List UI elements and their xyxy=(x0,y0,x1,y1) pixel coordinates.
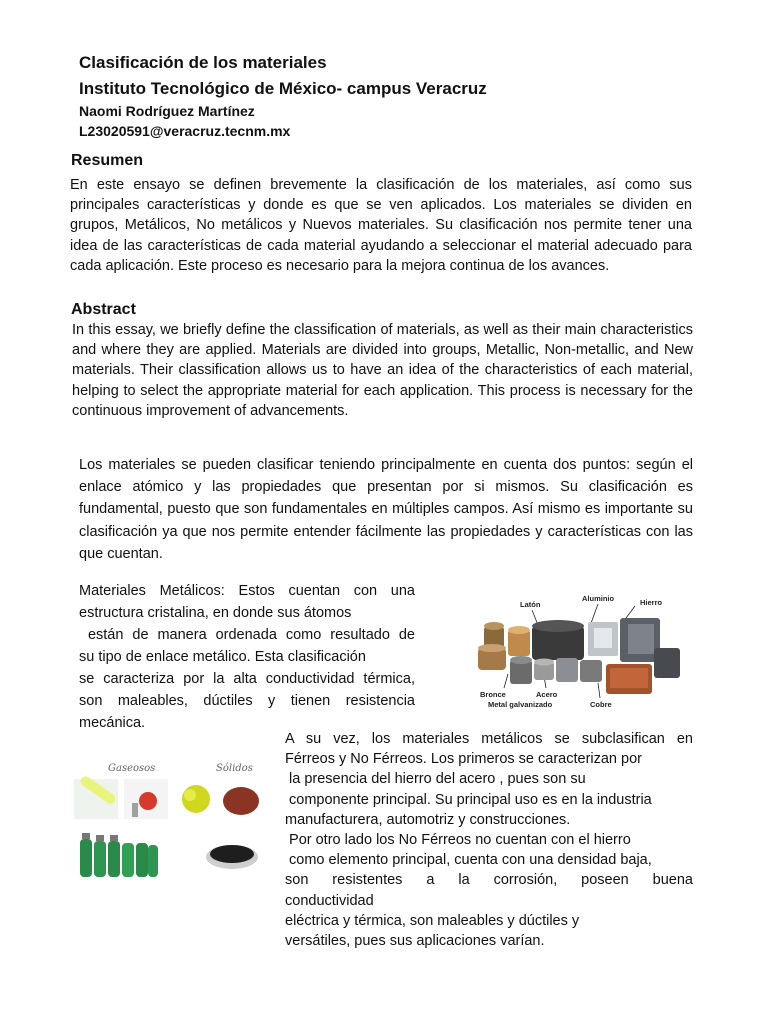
sub-line: Férreos y No Férreos. Los primeros se caracterizan por xyxy=(285,751,642,768)
resumen-heading: Resumen xyxy=(71,152,144,169)
metalicos-line: Materiales Metálicos: Estos cuentan con una xyxy=(79,583,415,599)
label-bronce: Bronce xyxy=(480,690,506,699)
metalicos-line: su tipo de enlace metálico. Esta clasificación xyxy=(79,649,366,665)
metalicos-paragraph xyxy=(79,580,415,734)
label-cobre: Cobre xyxy=(590,700,612,709)
abstract-text: In this essay, we briefly define the classification of materials, as well as their main characteristics and where they are applied. Materials are divided into groups, Metallic, Non-metallic, and New materials. Their classification allows us to have an idea of the characteristics of each material, helping to select the appropriate material for each application. This process is necessary for the continuous improvement of advancements. xyxy=(72,322,693,419)
sub-line: A su vez, los materiales metálicos se subclasifican en xyxy=(285,731,693,747)
abstract-heading: Abstract xyxy=(71,301,136,318)
sub-line: componente principal. Su principal uso es en la industria xyxy=(285,791,652,808)
metalicos-line: estructura cristalina, en donde sus átomos xyxy=(79,605,352,621)
sub-line: Por otro lado los No Férreos no cuentan con el hierro xyxy=(285,832,631,849)
label-laton: Latón xyxy=(520,600,541,609)
sub-line: son resistentes a la corrosión, poseen buena xyxy=(285,872,693,889)
sub-line: versátiles, pues sus aplicaciones varían. xyxy=(285,933,545,950)
label-galvanizado: Metal galvanizado xyxy=(488,700,553,709)
label-acero: Acero xyxy=(536,690,558,699)
metalicos-line: se caracteriza por la alta conductividad térmica, xyxy=(79,671,415,687)
sub-line: conductividad xyxy=(285,892,374,909)
subclasificacion-paragraph xyxy=(285,729,693,951)
label-gaseosos: Gaseosos xyxy=(108,763,156,774)
author-name: Naomi Rodríguez Martínez xyxy=(79,103,255,119)
sub-line: como elemento principal, cuenta con una densidad baja, xyxy=(285,852,652,869)
intro-paragraph: Los materiales se pueden clasificar teniendo principalmente en cuenta dos puntos: según el enlace atómico y las propiedades que presentan por si mismos. Su clasificación es fundamental, puesto que son fundamentales en múltiples campos. Así mismo es importante su clasificación ya que nos permite entender fácilmente las propiedades y características con las que cuentan. xyxy=(79,457,693,562)
document-title: Clasificación de los materiales xyxy=(79,53,327,72)
label-hierro: Hierro xyxy=(640,598,663,607)
red-powder xyxy=(223,787,259,815)
sub-line: eléctrica y térmica, son maleables y dúctiles y xyxy=(285,912,580,929)
states-of-matter-image xyxy=(72,755,262,885)
gas-balloon xyxy=(139,792,157,810)
sub-line: manufacturera, automotriz y construcciones. xyxy=(285,811,571,828)
sub-line: la presencia del hierro del acero , pues son su xyxy=(285,771,586,788)
author-email: L23020591@veracruz.tecnm.mx xyxy=(79,123,291,139)
label-aluminio: Aluminio xyxy=(582,594,615,603)
gas-cylinders xyxy=(80,833,158,877)
metalicos-line: están de manera ordenada como resultado de xyxy=(79,627,415,643)
metalicos-line: mecánica. xyxy=(79,715,146,731)
metals-image xyxy=(470,588,690,713)
institute-name: Instituto Tecnológico de México- campus Veracruz xyxy=(79,79,487,98)
label-solidos: Sólidos xyxy=(216,763,253,774)
metalicos-line: son maleables, dúctiles y tienen resistencia xyxy=(79,693,415,709)
resumen-text: En este ensayo se definen brevemente la clasificación de los materiales, así como sus principales características y donde es que se ven aplicados. Los materiales se dividen en grupos, Metálicos, No metálicos y Nuevos materiales. Su clasificación nos permite tener una idea de las características de cada material ayudando a seleccionar el material adecuado para cada aplicación. Este proceso es necesario para la mejora continua de los avances. xyxy=(70,177,692,274)
